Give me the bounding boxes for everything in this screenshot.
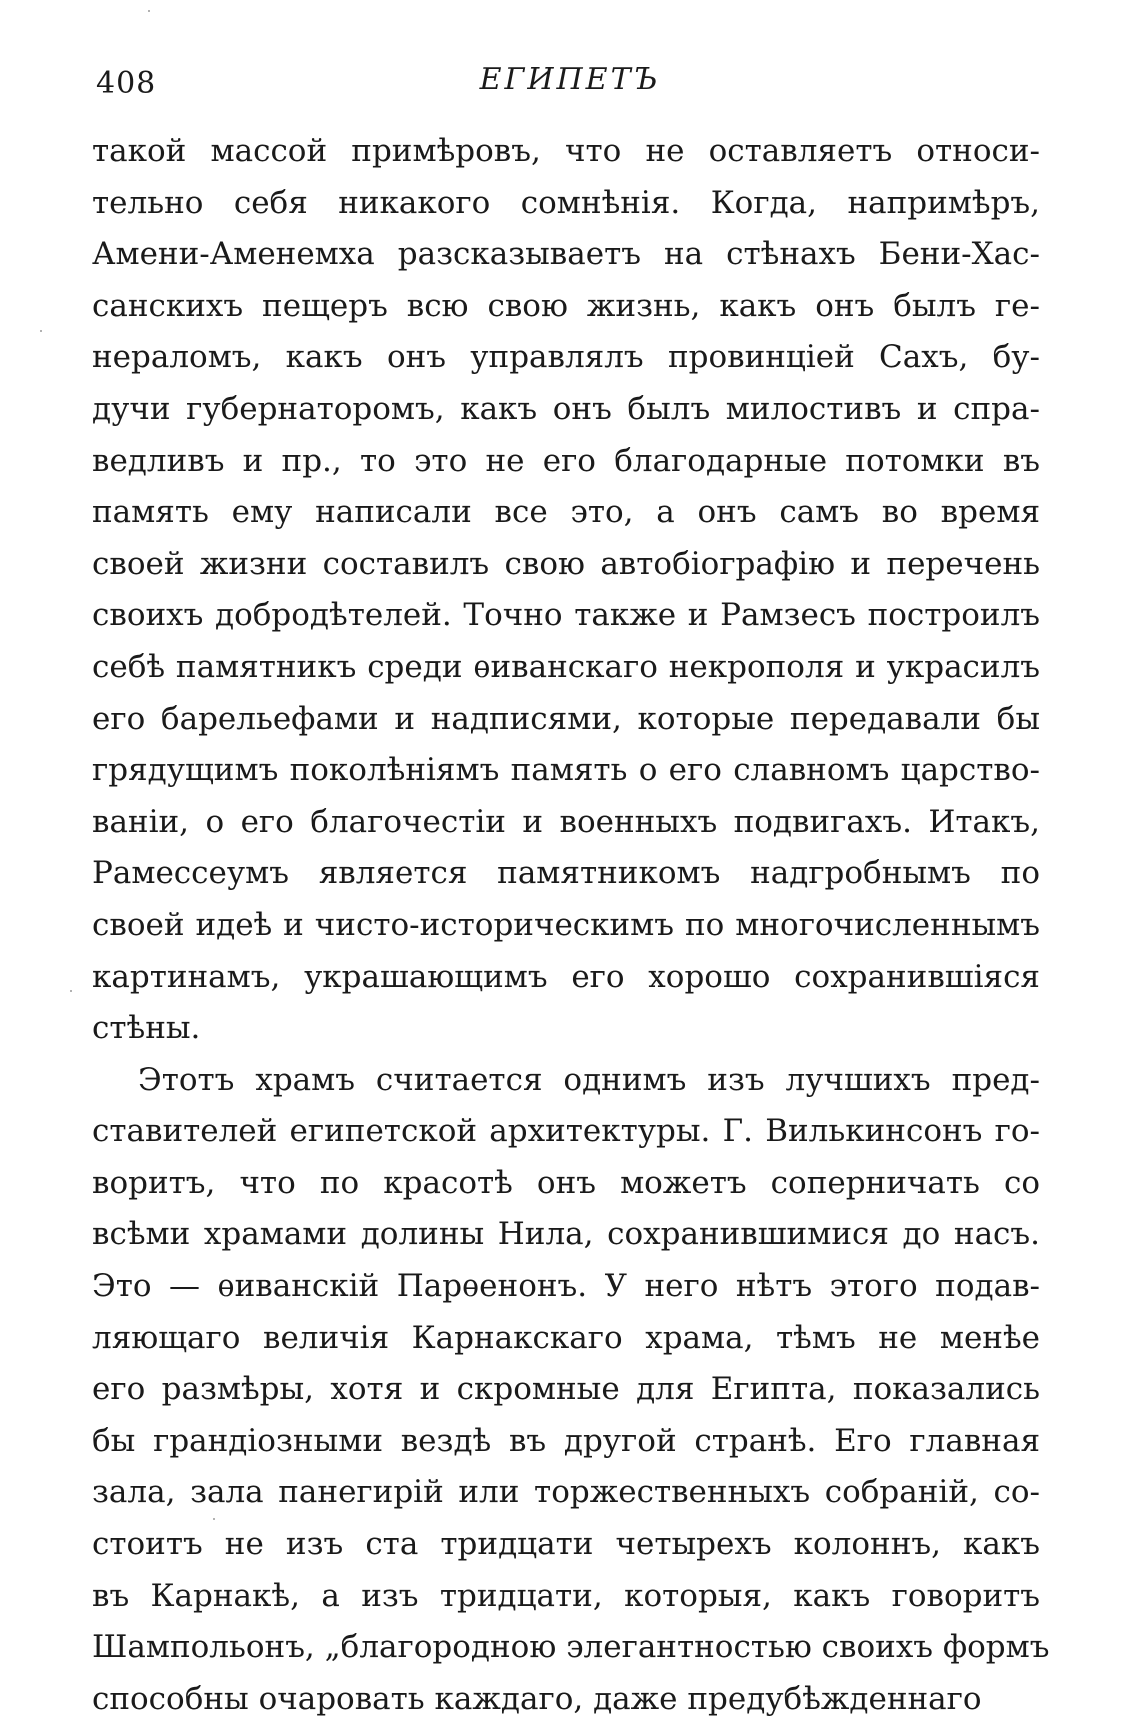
- print-speck: [70, 990, 72, 992]
- text-line: стѣны.: [92, 1010, 201, 1047]
- print-speck: [40, 330, 42, 332]
- text-line: своей идеѣ и чисто-историческимъ по многочисленнымъ: [92, 906, 1040, 943]
- text-line: способны очаровать каждаго, даже предубѣжденнаго: [92, 1680, 982, 1717]
- text-line: его размѣры, хотя и скромные для Египта, показались: [92, 1371, 1040, 1408]
- text-line: память ему написали все это, а онъ самъ во время: [92, 494, 1040, 531]
- text-line: санскихъ пещеръ всю свою жизнь, какъ онъ былъ ге-: [92, 287, 1040, 324]
- text-line: стоитъ не изъ ста тридцати четырехъ колоннъ, какъ: [92, 1526, 1040, 1563]
- text-line: тельно себя никакого сомнѣнія. Когда, напримѣръ,: [92, 184, 1040, 221]
- text-line: ляющаго величія Карнакскаго храма, тѣмъ не менѣе: [92, 1319, 1040, 1356]
- body-text: [92, 126, 1050, 1725]
- text-line: грядущимъ поколѣніямъ память о его славномъ царство-: [92, 752, 1040, 789]
- text-line: его барельефами и надписями, которые передавали бы: [92, 700, 1040, 737]
- text-line: себѣ памятникъ среди ѳиванскаго некрополя и украсилъ: [92, 648, 1040, 685]
- text-line: своей жизни составилъ свою автобіографію и перечень: [92, 545, 1040, 582]
- print-speck: [148, 10, 150, 12]
- text-line: картинамъ, украшающимъ его хорошо сохранившіяся: [92, 958, 1040, 995]
- text-line: такой массой примѣровъ, что не оставляетъ относи-: [92, 133, 1040, 169]
- paragraph: [92, 126, 1040, 1055]
- text-line: Этотъ храмъ считается однимъ изъ лучшихъ пред-: [138, 1061, 1040, 1098]
- text-line: своихъ добродѣтелей. Точно также и Рамзесъ построилъ: [92, 597, 1040, 634]
- text-line: Шампольонъ, „благородною элегантностью своихъ формъ: [92, 1629, 1050, 1666]
- text-line: нераломъ, какъ онъ управлялъ провинціей Сахъ, бу-: [92, 339, 1040, 376]
- text-line: ведливъ и пр., то это не его благодарные потомки въ: [92, 442, 1040, 479]
- paragraph: [92, 1055, 1050, 1725]
- text-line: бы грандіозными вездѣ въ другой странѣ. Его главная: [92, 1422, 1040, 1459]
- text-line: Рамессеумъ является памятникомъ надгробнымъ по: [92, 855, 1040, 892]
- text-line: воритъ, что по красотѣ онъ можетъ соперничать со: [92, 1164, 1040, 1201]
- text-line: дучи губернаторомъ, какъ онъ былъ милостивъ и спра-: [92, 390, 1040, 427]
- print-speck: [213, 1518, 215, 1520]
- text-line: всѣми храмами долины Нила, сохранившимися до насъ.: [92, 1216, 1040, 1253]
- page-number: 408: [96, 66, 157, 101]
- text-line: ставителей египетской архитектуры. Г. Вилькинсонъ го-: [92, 1113, 1040, 1150]
- running-title: ЕГИПЕТЪ: [479, 62, 661, 97]
- text-line: Это — ѳиванскій Парѳенонъ. У него нѣтъ этого подав-: [92, 1268, 1040, 1305]
- text-line: Амени-Аменемха разсказываетъ на стѣнахъ Бени-Хас-: [92, 236, 1040, 273]
- text-line: ваніи, о его благочестіи и военныхъ подвигахъ. Итакъ,: [92, 803, 1040, 840]
- text-line: въ Карнакѣ, а изъ тридцати, которыя, какъ говоритъ: [92, 1577, 1040, 1614]
- text-line: зала, зала панегирій или торжественныхъ собраній, со-: [92, 1474, 1040, 1511]
